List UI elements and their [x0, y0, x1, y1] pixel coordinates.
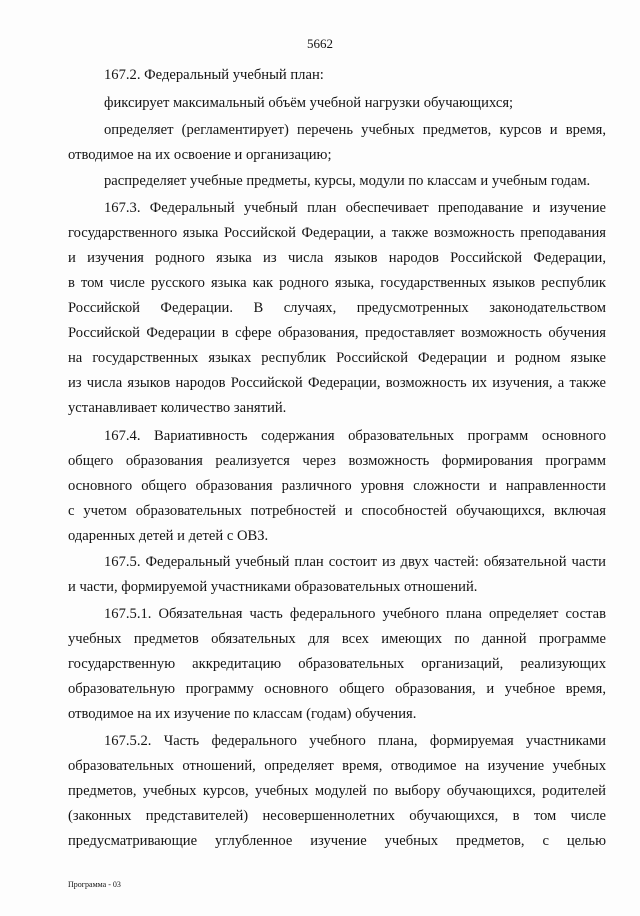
- text-line: устанавливает количество занятий.: [68, 400, 287, 416]
- text-line: отводимое на их изучение по классам (годам) обучения.: [68, 706, 417, 722]
- text-line: определяет (регламентирует) перечень учебных предметов, курсов и время,: [104, 122, 606, 138]
- page-footer: Программа - 03: [68, 880, 121, 889]
- text-line: отводимое на их освоение и организацию;: [68, 147, 332, 163]
- text-line: учебных предметов обязательных для всех имеющих по данной программе: [68, 631, 606, 647]
- text-line: на государственных языках республик Российской Федерации и родном языке: [68, 350, 606, 366]
- text-line: образовательных отношений, определяет время, отводимое на изучение учебных: [68, 758, 606, 774]
- text-line: предусматривающие углубленное изучение учебных предметов, с целью: [68, 833, 606, 849]
- page-number: 5662: [307, 36, 333, 51]
- text-line: Российской Федерации в сфере образования, предоставляет возможность обучения: [68, 325, 606, 341]
- text-line: предметов, учебных курсов, учебных модулей по выбору обучающихся, родителей: [68, 783, 606, 799]
- text-line: основного общего образования различного уровня сложности и направленности: [68, 478, 606, 494]
- text-line: государственного языка Российской Федерации, а также возможность преподавания: [68, 225, 606, 241]
- text-line: 167.3. Федеральный учебный план обеспечивает преподавание и изучение: [104, 200, 606, 216]
- text-line: с учетом образовательных потребностей и способностей обучающихся, включая: [68, 503, 606, 519]
- text-line: образовательную программу основного общего образования, и учебное время,: [68, 681, 606, 697]
- text-line: Российской Федерации. В случаях, предусмотренных законодательством: [68, 300, 606, 316]
- text-line: одаренных детей и детей с ОВЗ.: [68, 528, 269, 544]
- text-line: фиксирует максимальный объём учебной нагрузки обучающихся;: [104, 95, 514, 111]
- text-line: распределяет учебные предметы, курсы, модули по классам и учебным годам.: [104, 173, 591, 189]
- text-line: и части, формируемой участниками образовательных отношений.: [68, 579, 478, 595]
- text-line: 167.5.1. Обязательная часть федерального учебного плана определяет состав: [104, 606, 606, 622]
- text-line: 167.4. Вариативность содержания образовательных программ основного: [104, 428, 606, 444]
- text-line: и изучения родного языка из числа языков народов Российской Федерации,: [68, 250, 606, 266]
- text-line: из числа языков народов Российской Федерации, возможность их изучения, а также: [68, 375, 606, 391]
- text-line: 167.2. Федеральный учебный план:: [104, 67, 324, 83]
- text-line: государственную аккредитацию образовательных организаций, реализующих: [68, 656, 606, 672]
- text-line: 167.5.2. Часть федерального учебного плана, формируемая участниками: [104, 733, 606, 749]
- text-line: (законных представителей) несовершеннолетних обучающихся, в том числе: [68, 808, 606, 824]
- text-line: общего образования реализуется через возможность формирования программ: [68, 453, 606, 469]
- text-line: 167.5. Федеральный учебный план состоит из двух частей: обязательной части: [104, 554, 606, 570]
- text-line: в том числе русского языка как родного языка, государственных языков республик: [68, 275, 606, 291]
